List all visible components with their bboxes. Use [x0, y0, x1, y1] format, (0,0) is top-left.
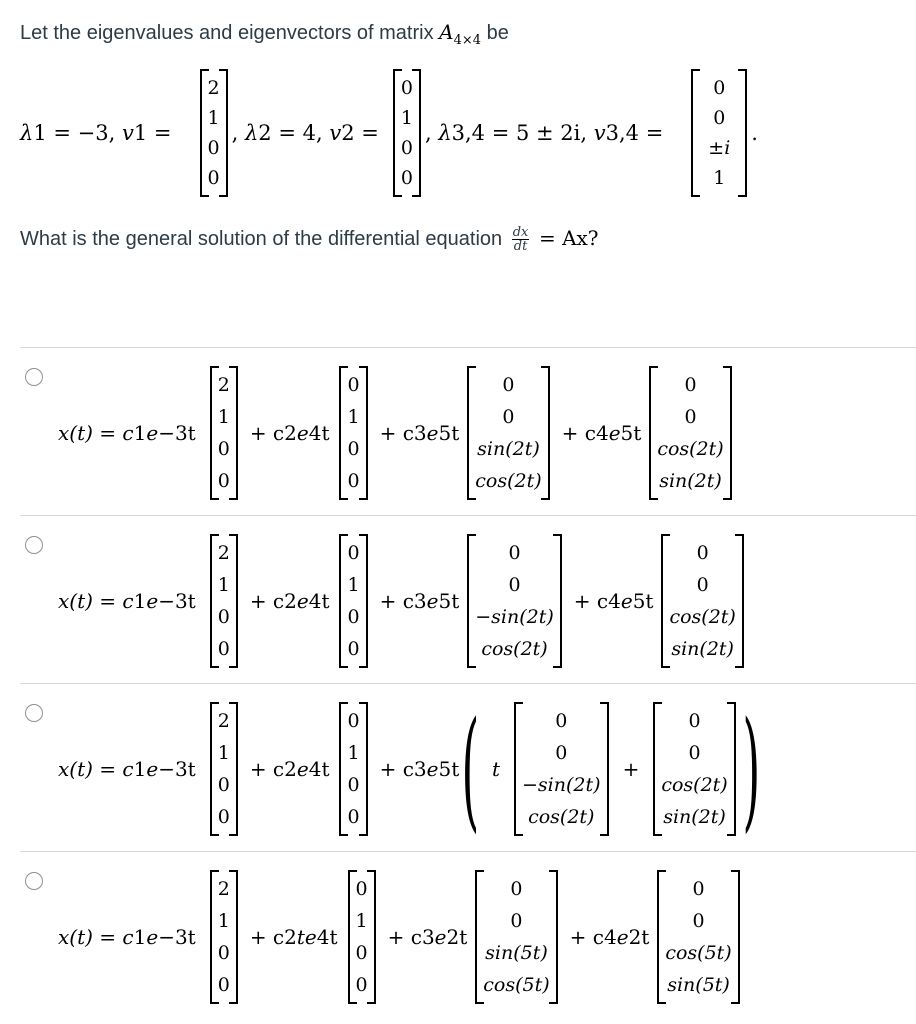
- math-token: e: [296, 420, 309, 445]
- vector-entry: cos(5t): [665, 941, 732, 964]
- math-token: +: [622, 756, 640, 781]
- vector-entry: 1: [347, 405, 360, 428]
- math-token: =: [46, 121, 78, 145]
- lambda2-sub: 2: [258, 121, 272, 145]
- math-token: 4: [608, 588, 621, 613]
- vector-entry: 0: [502, 373, 515, 396]
- math-token: 1: [133, 588, 147, 613]
- math-token: −3t: [158, 756, 196, 781]
- math-token: ,: [108, 121, 122, 145]
- math-token: 5t: [438, 588, 460, 613]
- vector-entry: 0: [400, 77, 413, 99]
- vector-entry: 0: [347, 437, 360, 460]
- math-token: 1: [133, 924, 147, 949]
- vector-entry: sin(2t): [663, 805, 726, 828]
- vector-entry: sin(2t): [671, 637, 734, 660]
- vector-entry: 0: [508, 573, 521, 596]
- v2-vector: [393, 69, 421, 197]
- math-token: + c: [569, 924, 604, 949]
- radio-button[interactable]: [25, 368, 43, 386]
- math-token: =: [485, 121, 516, 145]
- vector-entry: 1: [347, 573, 360, 596]
- column-vector: [661, 534, 743, 668]
- vector-entry: cos(2t): [475, 469, 542, 492]
- column-vector: [210, 366, 238, 500]
- math-token: 3: [413, 756, 427, 781]
- vector-entry: 0: [555, 709, 568, 732]
- math-token: + c: [249, 588, 285, 613]
- vector-entry: 0: [347, 373, 360, 396]
- math-token: 2t: [628, 924, 650, 949]
- math-token: 2: [284, 924, 297, 949]
- math-token: 5t: [620, 420, 642, 445]
- math-token: + c: [379, 588, 414, 613]
- column-vector: [339, 702, 367, 836]
- math-token: x(t) = c: [58, 588, 134, 613]
- vector-entry: 0: [347, 805, 360, 828]
- left-paren: (: [461, 692, 480, 845]
- vector-entry: 0: [347, 709, 360, 732]
- math-token: + c: [379, 420, 414, 445]
- column-vector: [339, 534, 367, 668]
- math-token: 2t: [446, 924, 468, 949]
- v1-sub: 1: [133, 121, 148, 145]
- radio-button[interactable]: [25, 536, 43, 554]
- prompt-rhs: = Ax?: [538, 226, 599, 250]
- math-token: 2: [284, 756, 297, 781]
- vector-entry: 2: [217, 373, 230, 396]
- matrix-dims: 4×4: [453, 33, 482, 48]
- vector-entry: −sin(2t): [475, 605, 554, 628]
- column-vector: [339, 366, 367, 500]
- vector-entry: 0: [217, 941, 230, 964]
- column-vector: [210, 870, 238, 1004]
- option-4-formula: [58, 854, 744, 1019]
- vector-entry: 1: [400, 107, 413, 129]
- math-token: −3t: [158, 420, 196, 445]
- vector-entry: 0: [502, 405, 515, 428]
- column-vector: [649, 366, 731, 500]
- math-token: −3t: [158, 924, 196, 949]
- vector-entry: 2: [217, 709, 230, 732]
- vector-entry: cos(2t): [661, 773, 728, 796]
- lambda1-sub: 1: [33, 121, 47, 145]
- math-token: 4t: [308, 588, 330, 613]
- math-token: + c: [249, 756, 285, 781]
- answer-option-1[interactable]: [0, 350, 916, 515]
- vector-entry: 2: [207, 77, 220, 99]
- right-paren: ): [742, 692, 760, 845]
- vector-entry: 1: [217, 741, 230, 764]
- prompt-text: What is the general solution of the differential equation: [20, 228, 503, 250]
- math-token: 4t: [308, 756, 330, 781]
- math-token: + c: [573, 588, 609, 613]
- vector-entry: 0: [355, 877, 368, 900]
- vector-entry: 1: [207, 107, 220, 129]
- vector-entry: 1: [347, 741, 360, 764]
- math-token: =: [639, 121, 664, 145]
- math-token: + c: [249, 924, 285, 949]
- vector-entry: 0: [217, 469, 230, 492]
- vector-entry: 0: [692, 877, 705, 900]
- vector-entry: 1: [217, 573, 230, 596]
- math-token: ,: [580, 121, 594, 145]
- column-vector: [467, 534, 562, 668]
- vector-entry: 0: [347, 637, 360, 660]
- math-token: 4t: [308, 420, 330, 445]
- math-token: 4: [604, 924, 617, 949]
- math-token: ,: [315, 121, 330, 145]
- column-vector: [475, 870, 557, 1004]
- answer-option-2[interactable]: [0, 518, 916, 683]
- option-3-formula: [58, 686, 762, 851]
- lambda34-sub: 3,4: [451, 121, 486, 145]
- option-divider: [20, 683, 916, 684]
- vector-entry: 0: [355, 973, 368, 996]
- math-token: e: [434, 924, 447, 949]
- math-token: e: [146, 420, 159, 445]
- math-token: =: [147, 121, 172, 145]
- vector-entry: 0: [400, 137, 413, 159]
- option-1-formula: [58, 350, 736, 515]
- vector-entry: 0: [688, 741, 701, 764]
- vector-entry: 1: [217, 909, 230, 932]
- math-token: =: [271, 121, 303, 145]
- vector-entry: 1: [217, 405, 230, 428]
- math-token: e: [616, 924, 629, 949]
- vector-entry: 0: [347, 541, 360, 564]
- vector-entry: 0: [347, 469, 360, 492]
- lambda34-label: λ: [438, 121, 452, 145]
- column-vector: [210, 702, 238, 836]
- lambda1-label: λ: [20, 121, 34, 145]
- math-token: e: [146, 588, 159, 613]
- vector-entry: sin(5t): [667, 973, 730, 996]
- vector-entry: sin(5t): [485, 941, 548, 964]
- vector-entry: sin(2t): [659, 469, 722, 492]
- vector-entry: sin(2t): [477, 437, 540, 460]
- vector-entry: 0: [510, 909, 523, 932]
- math-token: e: [146, 924, 159, 949]
- column-vector: [514, 702, 609, 836]
- math-token: 2: [284, 588, 297, 613]
- math-token: 5t: [438, 756, 460, 781]
- vector-entry: 1: [355, 909, 368, 932]
- math-token: 5t: [632, 588, 654, 613]
- math-token: 3: [413, 420, 427, 445]
- radio-button[interactable]: [25, 704, 43, 722]
- vector-entry: 0: [713, 107, 726, 129]
- vector-entry: cos(2t): [657, 437, 724, 460]
- v2-label: v: [329, 121, 342, 145]
- option-2-formula: [58, 518, 748, 683]
- math-token: ,: [231, 121, 245, 145]
- math-token: 2: [284, 420, 297, 445]
- column-vector: [210, 534, 238, 668]
- v34-label: v: [593, 121, 606, 145]
- math-token: e: [620, 588, 633, 613]
- lambda1-value: −3: [77, 121, 109, 145]
- math-token: 4t: [316, 924, 338, 949]
- matrix-name: A: [439, 20, 454, 44]
- vector-entry: cos(2t): [669, 605, 736, 628]
- vector-entry: 0: [713, 77, 726, 99]
- column-vector: [653, 702, 735, 836]
- math-token: 3: [413, 588, 427, 613]
- vector-entry: 0: [696, 541, 709, 564]
- column-vector: [348, 870, 376, 1004]
- math-token: + c: [387, 924, 422, 949]
- vector-entry: 0: [217, 805, 230, 828]
- question-prompt: [20, 226, 599, 253]
- vector-entry: 0: [510, 877, 523, 900]
- math-token: −3t: [158, 588, 196, 613]
- vector-entry: 2: [217, 541, 230, 564]
- vector-entry: 0: [684, 373, 697, 396]
- v34-sub: 3,4: [605, 121, 640, 145]
- vector-entry: 0: [347, 773, 360, 796]
- vector-entry: 0: [217, 437, 230, 460]
- math-token: e: [296, 756, 309, 781]
- vector-entry: 0: [696, 573, 709, 596]
- v2-sub: 2: [341, 121, 355, 145]
- vector-entry: cos(5t): [483, 973, 550, 996]
- vector-entry: cos(2t): [528, 805, 595, 828]
- answer-option-4[interactable]: [0, 854, 916, 1019]
- lambda34-value: 5 ± 2i: [515, 121, 581, 145]
- intro-end-text: be: [486, 22, 509, 44]
- question-intro: [20, 20, 509, 48]
- math-token: e: [426, 588, 439, 613]
- intro-text: Let the eigenvalues and eigenvectors of matrix: [20, 22, 434, 44]
- v1-vector: [200, 69, 228, 197]
- vector-entry: 0: [217, 637, 230, 660]
- math-token: ,: [424, 121, 439, 145]
- math-token: + c: [379, 756, 414, 781]
- vector-entry: 1: [713, 167, 726, 189]
- math-token: e: [608, 420, 621, 445]
- math-token: x(t) = c: [58, 756, 134, 781]
- radio-button[interactable]: [25, 872, 43, 890]
- math-token: =: [354, 121, 379, 145]
- math-token: 1: [133, 420, 147, 445]
- math-token: 1: [133, 756, 147, 781]
- vector-entry: 0: [555, 741, 568, 764]
- v34-vector: [691, 69, 747, 197]
- vector-entry: cos(2t): [481, 637, 548, 660]
- math-token: 3: [421, 924, 435, 949]
- math-token: e: [296, 588, 309, 613]
- t-variable: t: [491, 756, 501, 781]
- math-token: + c: [249, 420, 285, 445]
- lambda2-value: 4: [302, 121, 316, 145]
- vector-entry: 0: [217, 773, 230, 796]
- lambda2-label: λ: [244, 121, 259, 145]
- vector-entry: 0: [692, 909, 705, 932]
- answer-option-3[interactable]: [0, 686, 916, 851]
- math-token: .: [751, 121, 758, 145]
- vector-entry: 0: [400, 167, 413, 189]
- vector-entry: 0: [355, 941, 368, 964]
- vector-entry: 0: [217, 605, 230, 628]
- vector-entry: 0: [207, 167, 220, 189]
- math-token: x(t) = c: [58, 420, 134, 445]
- vector-entry: 0: [508, 541, 521, 564]
- math-token: e: [426, 756, 439, 781]
- math-token: x(t) = c: [58, 924, 134, 949]
- eigen-equation: [20, 68, 900, 198]
- vector-entry: 0: [684, 405, 697, 428]
- vector-entry: 0: [347, 605, 360, 628]
- vector-entry: 0: [207, 137, 220, 159]
- math-token: e: [146, 756, 159, 781]
- vector-entry: 0: [217, 973, 230, 996]
- vector-entry: 0: [688, 709, 701, 732]
- vector-entry: ±i: [708, 137, 731, 159]
- math-token: te: [296, 924, 317, 949]
- math-token: 5t: [438, 420, 460, 445]
- option-divider: [20, 851, 916, 852]
- vector-entry: 2: [217, 877, 230, 900]
- math-token: 4: [595, 420, 609, 445]
- column-vector: [657, 870, 739, 1004]
- column-vector: [467, 366, 549, 500]
- v1-label: v: [121, 121, 134, 145]
- derivative-fraction: $\frac{dx}{dt}$: [512, 225, 529, 255]
- math-token: + c: [561, 420, 596, 445]
- vector-entry: −sin(2t): [522, 773, 601, 796]
- option-divider: [20, 515, 916, 516]
- option-divider: [20, 347, 916, 348]
- math-token: e: [426, 420, 439, 445]
